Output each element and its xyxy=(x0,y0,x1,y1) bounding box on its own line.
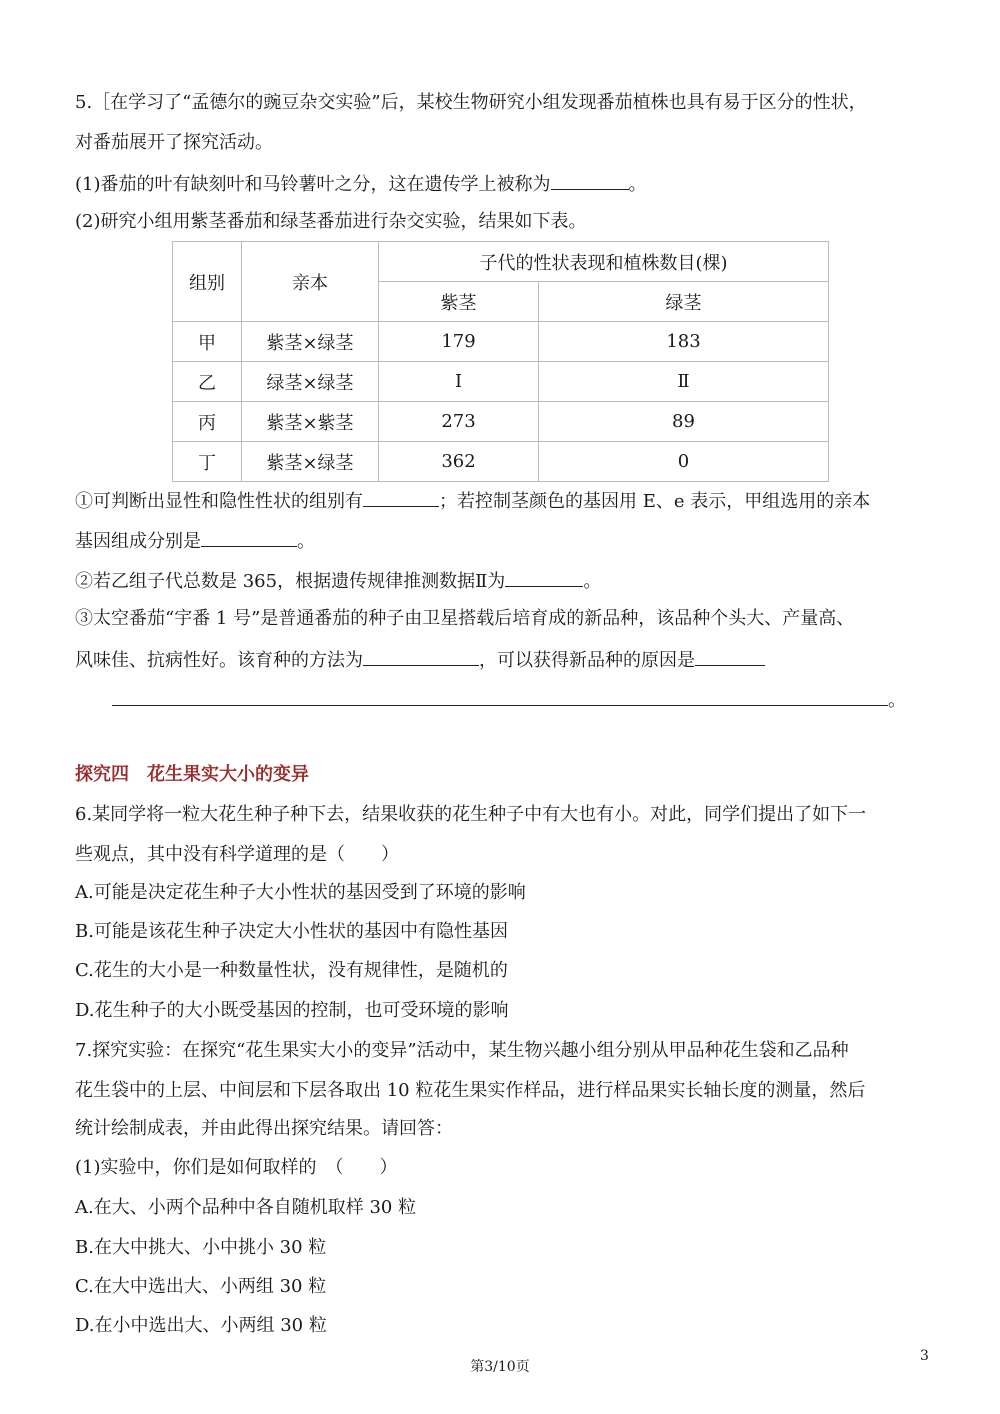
header-purple: 紫茎 xyxy=(379,282,539,322)
period: 。 xyxy=(583,571,602,592)
results-table xyxy=(172,241,829,482)
q5-sub3-cont xyxy=(75,647,765,673)
q5-part1-text: (1)番茄的叶有缺刻叶和马铃薯叶之分，这在遗传学上被称为 xyxy=(75,174,551,195)
q5-sub3-text: 风味佳、抗病性好。该育种的方法为 xyxy=(75,650,363,671)
q7-line3: 统计绘制成表，并由此得出探究结果。请回答： xyxy=(75,1118,453,1139)
cell-group: 乙 xyxy=(173,362,242,402)
q7-line1: 7.探究实验：在探究“花生果实大小的变异”活动中，某生物兴趣小组分别从甲品种花生袋和乙品种 xyxy=(75,1040,849,1061)
q5-line2: 对番茄展开了探究活动。 xyxy=(75,132,273,153)
header-group: 组别 xyxy=(173,242,242,322)
cell-purple: 273 xyxy=(379,402,539,442)
answer-blank[interactable] xyxy=(551,171,629,190)
table-row xyxy=(173,402,829,442)
cell-purple: 179 xyxy=(379,322,539,362)
q5-line1: 5.［在学习了“孟德尔的豌豆杂交实验”后，某校生物研究小组发现番茄植株也具有易于区分的性状， xyxy=(75,92,867,113)
q5-sub1-text: ①可判断出显性和隐性性状的组别有 xyxy=(75,491,363,512)
cell-green: 0 xyxy=(539,442,829,482)
cell-parent: 紫茎×绿茎 xyxy=(242,442,379,482)
table-row xyxy=(173,322,829,362)
cell-parent: 紫茎×绿茎 xyxy=(242,322,379,362)
q5-sub3: ③太空番茄“宇番 1 号”是普通番茄的种子由卫星搭载后培育成的新品种，该品种个头大、产量高、 xyxy=(75,608,855,629)
q7-option-d[interactable]: D.在小中选出大、小两组 30 粒 xyxy=(75,1315,327,1336)
header-offspring: 子代的性状表现和植株数目(棵) xyxy=(379,242,829,282)
q5-sub2 xyxy=(75,568,601,594)
q6-line1: 6.某同学将一粒大花生种子种下去，结果收获的花生种子中有大也有小。对此，同学们提出了如下一 xyxy=(75,804,867,825)
header-parent: 亲本 xyxy=(242,242,379,322)
answer-blank[interactable] xyxy=(363,488,439,507)
cell-group: 甲 xyxy=(173,322,242,362)
q5-part1 xyxy=(75,171,647,197)
cell-parent: 紫茎×紫茎 xyxy=(242,402,379,442)
page-footer: 第3/10页 xyxy=(470,1359,530,1375)
q7-option-c[interactable]: C.在大中选出大、小两组 30 粒 xyxy=(75,1276,327,1297)
q6-option-a[interactable]: A.可能是决定花生种子大小性状的基因受到了环境的影响 xyxy=(75,882,526,903)
q7-part1: (1)实验中，你们是如何取样的 （ ） xyxy=(75,1157,398,1178)
answer-blank[interactable] xyxy=(201,528,297,547)
q7-option-a[interactable]: A.在大、小两个品种中各自随机取样 30 粒 xyxy=(75,1197,417,1218)
cell-parent: 绿茎×绿茎 xyxy=(242,362,379,402)
cell-group: 丙 xyxy=(173,402,242,442)
q5-sub3-text2: ，可以获得新品种的原因是 xyxy=(479,650,695,671)
q5-sub3-line xyxy=(112,687,906,713)
section-heading: 探究四 花生果实大小的变异 xyxy=(75,764,309,785)
period: 。 xyxy=(888,690,906,711)
cell-green: Ⅱ xyxy=(539,362,829,402)
q7-option-b[interactable]: B.在大中挑大、小中挑小 30 粒 xyxy=(75,1237,327,1258)
page-number: 3 xyxy=(920,1348,929,1364)
cell-green: 89 xyxy=(539,402,829,442)
q5-sub1-cont xyxy=(75,528,315,554)
q5-sub1-text2: ；若控制茎颜色的基因用 E、e 表示，甲组选用的亲本 xyxy=(439,491,871,512)
q6-option-b[interactable]: B.可能是该花生种子决定大小性状的基因中有隐性基因 xyxy=(75,921,508,942)
answer-blank[interactable] xyxy=(505,568,583,587)
answer-blank[interactable] xyxy=(695,647,765,666)
cell-green: 183 xyxy=(539,322,829,362)
header-green: 绿茎 xyxy=(539,282,829,322)
period: 。 xyxy=(628,174,647,195)
q5-sub1-text3: 基因组成分别是 xyxy=(75,531,201,552)
q6-line2: 些观点，其中没有科学道理的是（ ） xyxy=(75,844,399,865)
q5-sub1 xyxy=(75,488,870,514)
cell-purple: 362 xyxy=(379,442,539,482)
table-row xyxy=(173,442,829,482)
q6-option-c[interactable]: C.花生的大小是一种数量性状，没有规律性，是随机的 xyxy=(75,960,508,981)
q6-option-d[interactable]: D.花生种子的大小既受基因的控制，也可受环境的影响 xyxy=(75,1000,509,1021)
period: 。 xyxy=(297,531,315,552)
q5-part2: (2)研究小组用紫茎番茄和绿茎番茄进行杂交实验，结果如下表。 xyxy=(75,211,587,232)
answer-blank[interactable] xyxy=(112,687,888,706)
q7-line2: 花生袋中的上层、中间层和下层各取出 10 粒花生果实作样品，进行样品果实长轴长度的测量，然后 xyxy=(75,1080,866,1101)
cell-purple: Ⅰ xyxy=(379,362,539,402)
q5-sub2-text: ②若乙组子代总数是 365，根据遗传规律推测数据Ⅱ为 xyxy=(75,571,506,592)
cell-group: 丁 xyxy=(173,442,242,482)
table-row xyxy=(173,362,829,402)
answer-blank[interactable] xyxy=(363,647,479,666)
